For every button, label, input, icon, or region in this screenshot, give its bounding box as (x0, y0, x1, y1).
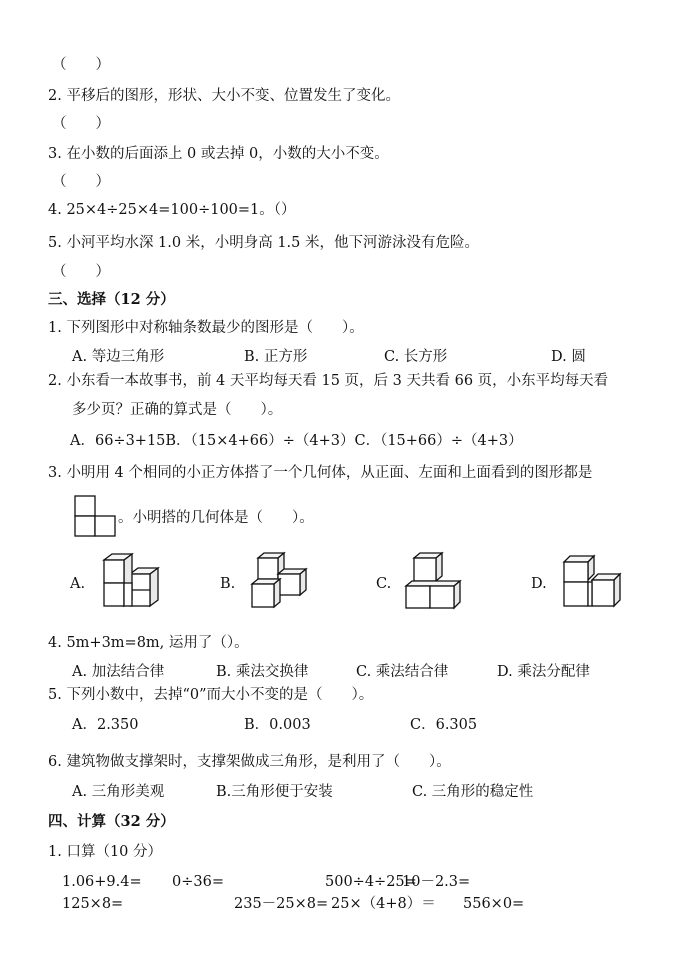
judge-item3-paren: （ ） (52, 174, 110, 190)
calc-row1-item1: 1.06+9.4= (62, 874, 142, 890)
calc-row1-item2: 0÷36= (172, 874, 224, 890)
judge-item2-text: 2. 平移后的图形，形状、大小不变、位置发生了变化。 (48, 88, 400, 104)
q2-stem-line2: 多少页？正确的算式是（ ）。 (72, 402, 283, 418)
q3-option-b-label: B. (220, 576, 236, 592)
q1-option-d: D. 圆 (551, 349, 586, 365)
cube-structure-c-icon (404, 550, 462, 610)
q3-option-a-label: A. (70, 576, 86, 592)
q5-option-c: C．6.305 (410, 717, 478, 733)
cube-structure-d-icon (560, 550, 624, 612)
judge-item3-text: 3. 在小数的后面添上 0 或去掉 0，小数的大小不变。 (48, 146, 389, 162)
q5-option-b: B．0.003 (244, 717, 311, 733)
calc-section-heading: 四、计算（32 分） (48, 813, 175, 830)
calc-row2-item3: 25×（4+8）＝ (331, 896, 436, 912)
calc-row2-item4: 556×0= (463, 896, 525, 912)
cube-structure-a-icon (100, 548, 164, 612)
judge-item5-paren: （ ） (52, 264, 110, 280)
q3-option-c-label: C. (376, 576, 392, 592)
choice-section-heading: 三、选择（12 分） (48, 291, 175, 308)
q4-option-b: B. 乘法交换律 (216, 664, 309, 680)
q5-option-a: A．2.350 (72, 717, 139, 733)
q2-stem-line1: 2. 小东看一本故事书，前 4 天平均每天看 15 页，后 3 天共看 66 页，小东平均每天看 (48, 373, 609, 389)
calc-sub1-heading: 1. 口算（10 分） (48, 844, 163, 860)
q6-option-b: B.三角形便于安装 (216, 784, 333, 800)
q3-stem-line2: 。小明搭的几何体是（ ）。 (118, 510, 314, 526)
q6-option-c: C. 三角形的稳定性 (412, 784, 534, 800)
q6-stem: 6. 建筑物做支撑架时，支撑架做成三角形，是利用了（ ）。 (48, 754, 451, 770)
q4-stem: 4. 5m+3m=8m, 运用了（）。 (48, 635, 249, 651)
q4-option-d: D. 乘法分配律 (497, 664, 590, 680)
q1-option-b: B. 正方形 (244, 349, 308, 365)
q2-options: A．66÷3+15B．（15×4+66）÷（4+3）C．（15+66）÷（4+3） (70, 433, 523, 449)
q5-stem: 5. 下列小数中，去掉“0”而大小不变的是（ ）。 (48, 687, 374, 703)
q3-stem-line1: 3. 小明用 4 个相同的小正方体搭了一个几何体，从正面、左面和上面看到的图形都是 (48, 465, 593, 481)
l-shaped-view-icon (74, 495, 118, 537)
judge-item5-text: 5. 小河平均水深 1.0 米，小明身高 1.5 米，他下河游泳没有危险。 (48, 235, 479, 251)
q1-stem: 1. 下列图形中对称轴条数最少的图形是（ ）。 (48, 320, 364, 336)
q4-option-a: A. 加法结合律 (72, 664, 165, 680)
calc-row1-item4: 10－2.3= (402, 874, 471, 890)
calc-row1-item3: 500÷4÷25= (325, 874, 417, 890)
q1-option-a: A. 等边三角形 (72, 349, 165, 365)
judge-item2-paren: （ ） (52, 116, 110, 132)
q1-option-c: C. 长方形 (384, 349, 448, 365)
judge-item1-paren: （ ） (52, 57, 110, 73)
q4-option-c: C. 乘法结合律 (356, 664, 449, 680)
q3-option-d-label: D. (531, 576, 547, 592)
judge-item4-text: 4. 25×4÷25×4=100÷100=1。（） (48, 202, 296, 218)
cube-structure-b-icon (250, 550, 312, 612)
q6-option-a: A. 三角形美观 (72, 784, 165, 800)
calc-row2-item2: 235－25×8= (234, 896, 329, 912)
calc-row2-item1: 125×8= (62, 896, 124, 912)
